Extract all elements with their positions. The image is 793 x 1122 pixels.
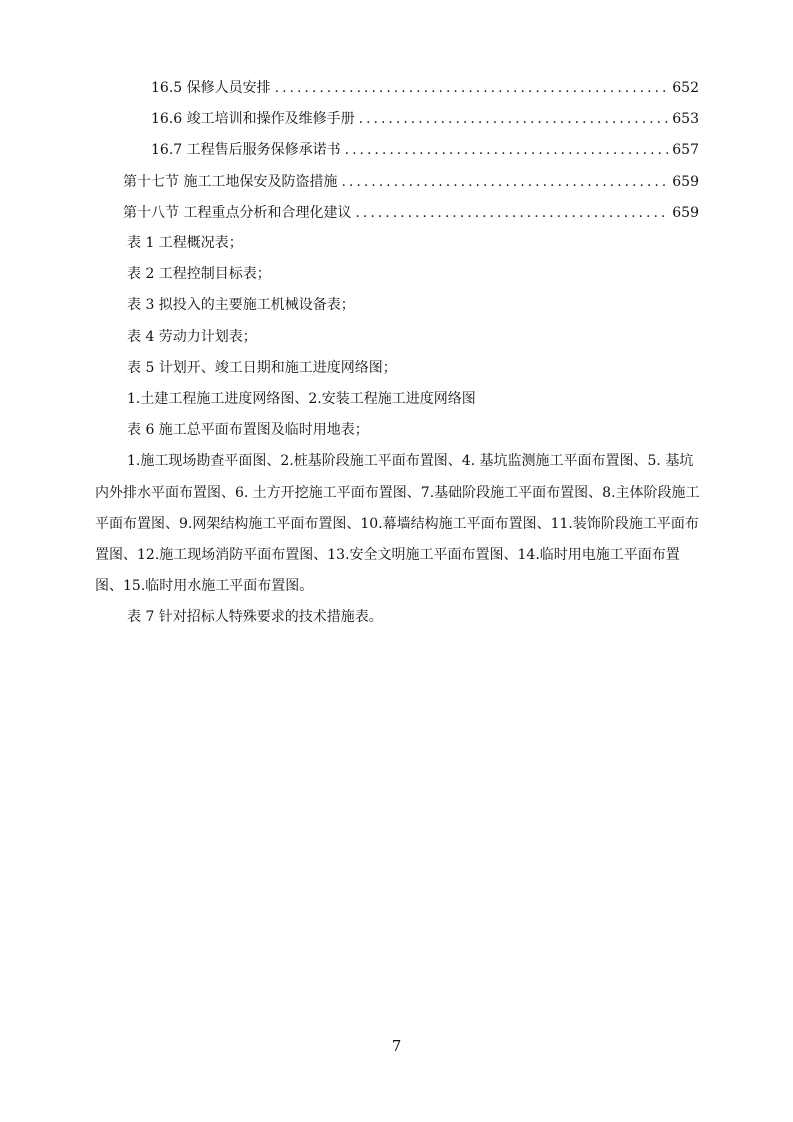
toc-entry[interactable]	[151, 107, 699, 131]
toc-entry[interactable]	[123, 201, 699, 225]
toc-entry-label: 16.6 竣工培训和操作及维修手册	[151, 111, 355, 127]
document-body	[95, 228, 701, 634]
paragraph: 1.土建工程施工进度网络图、2.安装工程施工进度网络图	[127, 391, 476, 408]
toc-entry-label: 16.7 工程售后服务保修承诺书	[151, 142, 341, 158]
paragraph: 表 6 施工总平面布置图及临时用地表；	[127, 422, 369, 439]
page-number: 7	[391, 1037, 402, 1055]
toc-entry-page: 657	[672, 142, 699, 158]
toc-dot-leader	[341, 170, 668, 194]
paragraph: 表 3 拟投入的主要施工机械设备表；	[127, 297, 355, 314]
paragraph: 表 1 工程概况表；	[127, 235, 243, 251]
toc-entry-page: 653	[672, 111, 699, 127]
toc-dot-leader	[345, 138, 669, 162]
toc-entry-label: 第十八节 工程重点分析和合理化建议	[123, 205, 352, 221]
toc-entry-label: 第十七节 施工工地保安及防盗措施	[123, 174, 338, 190]
toc-entry[interactable]	[151, 76, 699, 100]
toc-entry-page: 659	[672, 205, 699, 221]
paragraph: 表 2 工程控制目标表；	[127, 266, 271, 283]
toc-dot-leader	[359, 107, 669, 131]
paragraph: 表 5 计划开、竣工日期和施工进度网络图；	[127, 359, 397, 376]
toc-entry[interactable]	[151, 138, 699, 162]
toc-entry-page: 652	[672, 80, 699, 96]
paragraph: 表 4 劳动力计划表；	[127, 328, 257, 345]
toc-dot-leader	[355, 201, 668, 225]
toc-entry-page: 659	[672, 174, 699, 190]
paragraph: 表 7 针对招标人特殊要求的技术措施表。	[127, 609, 383, 626]
paragraph: 1.施工现场勘查平面图、2.桩基阶段施工平面布置图、4. 基坑监测施工平面布置图、5. 基坑内外排水平面布置图、6. 土方开挖施工平面布置图、7.基础阶段施工平面布置图、8.主体阶段施工平面布置图、9.网架结构施工平面布置图、10.幕墙结构施工平面布置图、11.装饰阶段施工平面布置图、12.施工现场消防平面布置图、13.安全文明施工平面布置图、14.临时用电施工平面布置图、15.临时用水施工平面布置图。	[95, 453, 700, 595]
toc-dot-leader	[275, 76, 669, 100]
toc-entry[interactable]	[123, 170, 699, 194]
toc-entry-label: 16.5 保修人员安排	[151, 80, 271, 96]
